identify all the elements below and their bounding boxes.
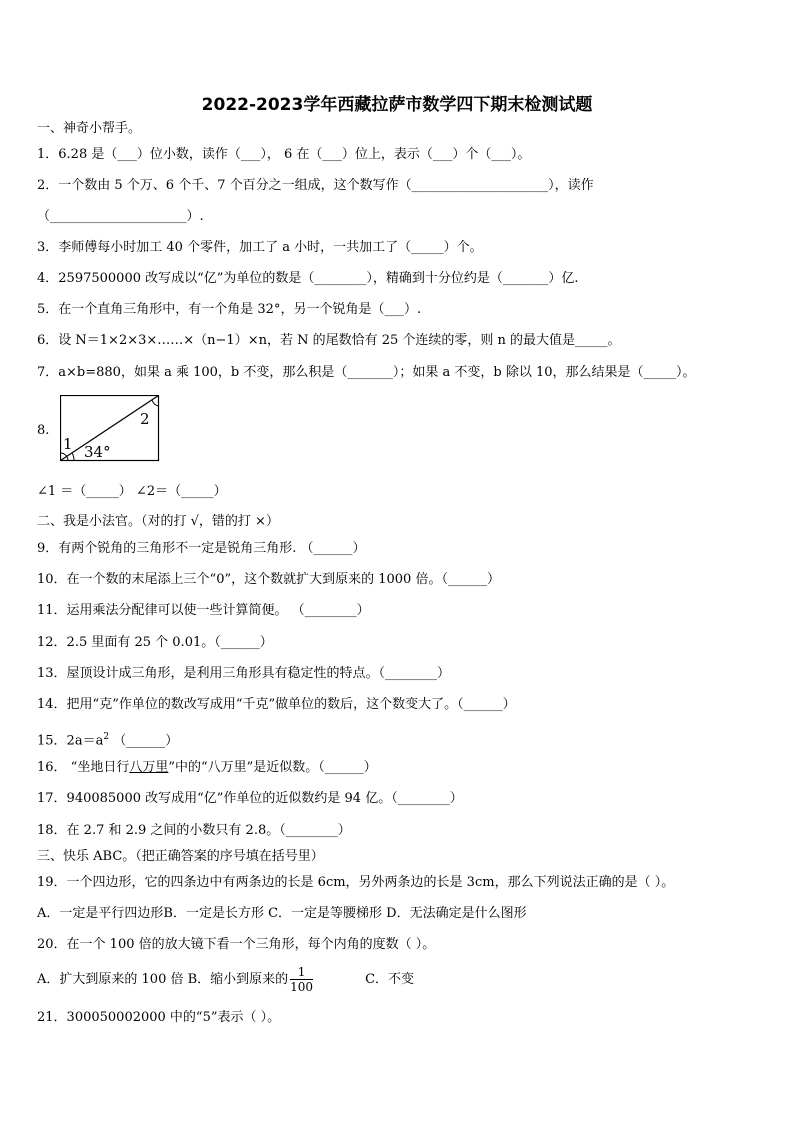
fraction-1-100: $\frac{1}{100}$ [290,965,314,994]
question-8-answer: ∠1 ＝（_____） ∠2＝（_____） [37,484,227,499]
question-2-line-1: 2．一个数由 5 个万、6 个千、7 个百分之一组成，这个数写作（_____________________），读作 [37,178,594,193]
question-12: 12．2.5 里面有 25 个 0.01。（______） [37,635,273,650]
angle-2-arc [152,400,159,406]
question-13: 13．屋顶设计成三角形，是利用三角形具有稳定性的特点。（________） [37,666,451,681]
question-16: 16． “坐地日行八万里”中的“八万里”是近似数。（______） [37,760,377,775]
question-2-line-2: （_____________________）. [37,209,204,224]
question-9: 9．有两个锐角的三角形不一定是锐角三角形. （______） [37,541,366,556]
question-11: 11．运用乘法分配律可以使一些计算简便。 （________） [37,603,370,618]
question-15: 15．$2a=a^2$ （______） [37,732,179,749]
question-14: 14．把用“克”作单位的数改写成用“千克”做单位的数后，这个数变大了。（______） [37,697,516,712]
question-3: 3．李师傅每小时加工 40 个零件，加工了 a 小时，一共加工了（_____）个。 [37,240,483,255]
question-7: 7．a×b=880，如果 a 乘 100，b 不变，那么积是（_______）；如果 a 不变，b 除以 10，那么结果是（_____）。 [37,365,696,380]
question-17: 17．940085000 改写成用“亿”作单位的近似数约是 94 亿。（________） [37,791,463,806]
question-4: 4．2597500000 改写成以“亿”为单位的数是（________），精确到十分位约是（_______）亿. [37,271,579,286]
question-18: 18．在 2.7 和 2.9 之间的小数只有 2.8。（________） [37,823,351,838]
section-2-heading: 二、我是小法官。（对的打 √，错的打 ×） [37,514,279,529]
section-3-heading: 三、快乐 ABC。（把正确答案的序号填在括号里） [37,849,324,864]
angle-1-label: 1 [63,435,73,453]
question-19-options: A．一定是平行四边形B．一定是长方形 C．一定是等腰梯形 D．无法确定是什么图形 [37,906,527,921]
question-21: 21．300050002000 中的“5”表示（ ）。 [37,1010,281,1025]
question-10: 10．在一个数的末尾添上三个“0”，这个数就扩大到原来的 1000 倍。（______） [37,572,500,587]
page-title: 2022-2023学年西藏拉萨市数学四下期末检测试题 [201,95,593,115]
question-8-number: 8. [37,423,50,438]
question-19: 19．一个四边形，它的四条边中有两条边的长是 6cm，另外两条边的长是 3cm，那么下列说法正确的是（ ）。 [37,875,675,890]
question-20-options: A．扩大到原来的 100 倍 B．缩小到原来的 $\frac{1}{100}$ C．不变 [37,965,415,994]
angle-34-label: 34° [84,443,111,461]
question-20: 20．在一个 100 倍的放大镜下看一个三角形，每个内角的度数（ ）。 [37,937,436,952]
angle-34-arc [72,453,74,461]
rectangle-diagonal-figure [60,395,162,463]
question-6: 6．设 N＝1×2×3×……×（n−1）×n，若 N 的尾数恰有 25 个连续的零，则 n 的最大值是_____。 [37,333,621,348]
question-1: 1．6.28 是（___）位小数，读作（___）， 6 在（___）位上，表示（___）个（___）。 [37,147,531,162]
angle-2-label: 2 [140,410,150,428]
section-1-heading: 一、神奇小帮手。 [37,121,142,136]
question-5: 5．在一个直角三角形中，有一个角是 32°，另一个锐角是（___）. [37,302,422,317]
